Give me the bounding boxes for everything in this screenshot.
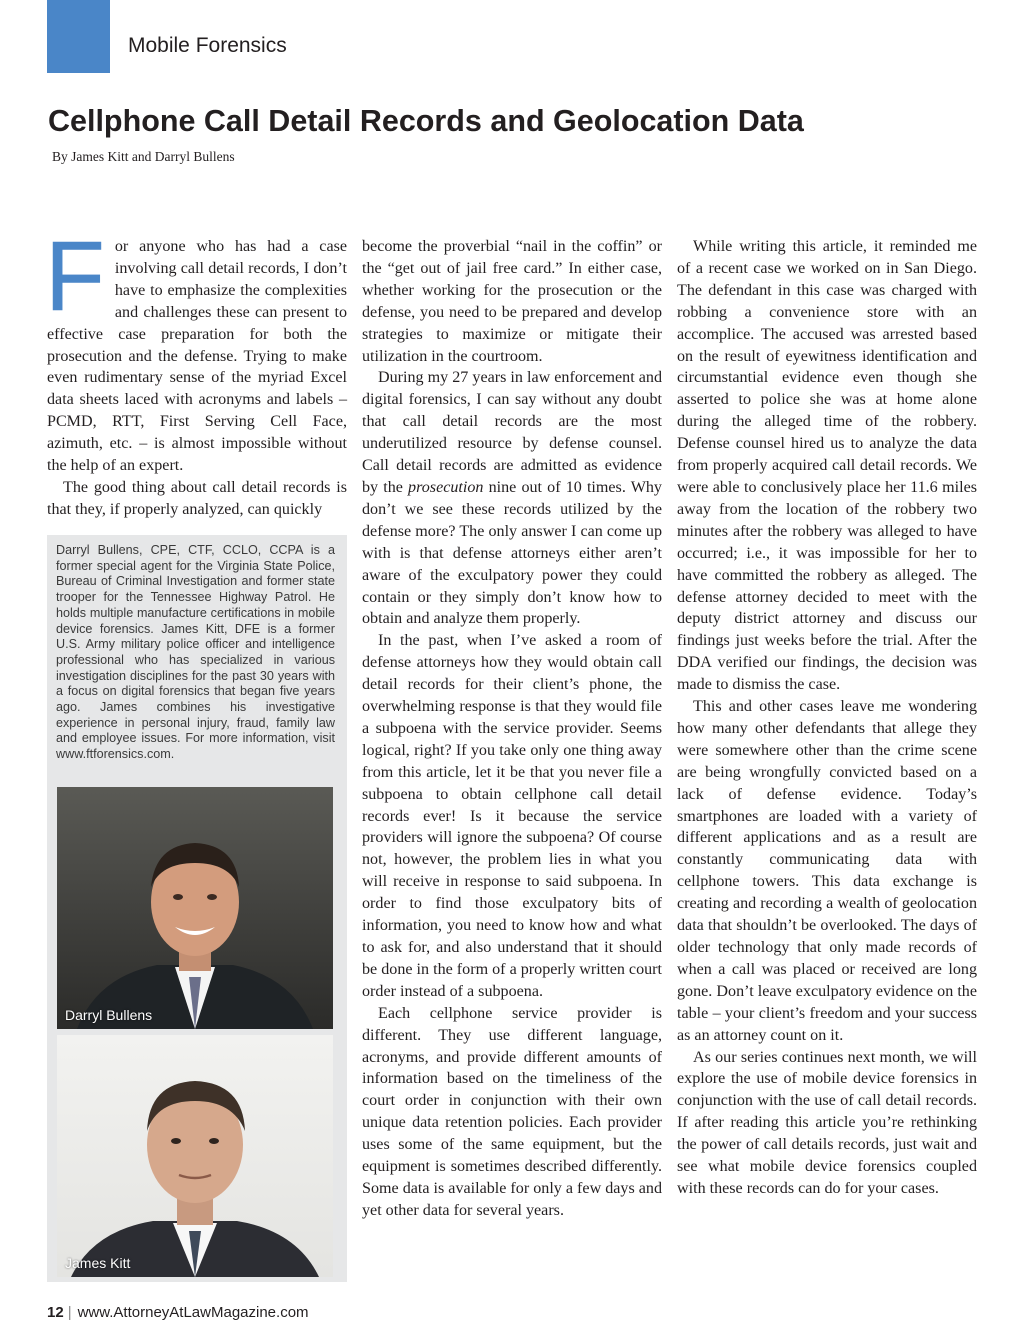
author-sidebar bbox=[47, 535, 347, 1282]
article-column-1 bbox=[45, 221, 347, 521]
article-column-3 bbox=[677, 236, 977, 1200]
paragraph-text: nine out of 10 times. Why don’t we see these records utilized by the defense more? The only answer I can come up with is that defense attorneys either aren’t aware of the exculpatory power they could contain or they simply don’t know how to obtain and analyze them properly. bbox=[362, 478, 662, 628]
photo-caption: James Kitt bbox=[65, 1255, 131, 1271]
author-photo-james-kitt bbox=[57, 1035, 333, 1277]
drop-cap: F bbox=[45, 221, 105, 331]
emphasis-text: prosecution bbox=[408, 478, 484, 496]
author-bio: Darryl Bullens, CPE, CTF, CCLO, CCPA is a former special agent for the Virginia State Police, Bureau of Criminal Investigation and former state trooper for the Tennessee Highway Patrol. He holds multiple manufacture certifications in mobile device forensics. James Kitt, DFE is a former U.S. Army military police officer and intelligence professional who has specialized in various investigation disciplines for the past 30 years with a focus on digital forensics that began five years ago. James combines his investigative experience in personal injury, fraud, family law and employee issues. For more information, visit www.ftforensics.com. bbox=[56, 543, 335, 762]
author-photo-darryl-bullens bbox=[57, 787, 333, 1029]
page-footer bbox=[47, 1304, 309, 1321]
paragraph: The good thing about call detail records is that they, if properly analyzed, can quickly bbox=[47, 478, 347, 518]
paragraph: This and other cases leave me wondering how many other defendants that allege they were somewhere other than the crime scene are being wrongfully convicted based on a lack of defense evidence. Today’s smartphones are loaded with a variety of different applications and as a result are constantly communicating data with cellphone towers. This data exchange is creating and recording a wealth of geolocation data that shouldn’t be overlooked. The days of older technology that only made records of when a call was placed or received are long gone. Don’t leave exculpatory evidence on the table – your client’s freedom and your success as an attorney count on it. bbox=[677, 698, 977, 1044]
paragraph-text: During my 27 years in law enforcement and digital forensics, I can say without any doubt that call detail records are the most underutilized resource by defense counsel. Call detail records are admitted as evidence by the bbox=[362, 369, 662, 496]
paragraph: In the past, when I’ve asked a room of defense attorneys how they would obtain call detail records for their client’s phone, the overwhelming response is that they would file a subpoena with the service provider. Seems logical, right? If you take only one thing away from this article, let it be that you never file a subpoena to obtain cellphone call detail records ever! Is it because the service providers will ignore the subpoena? Of course not, however, the problem lies in what you will receive in response to said subpoena. In order to find those exculpatory bits of information, you need to know how and what to ask for, and also understand that it should be done in the form of a properly written court order instead of a subpoena. bbox=[362, 632, 662, 1000]
page-number: 12 bbox=[47, 1304, 64, 1321]
paragraph bbox=[362, 367, 662, 630]
magazine-website: www.AttorneyAtLawMagazine.com bbox=[77, 1304, 309, 1321]
portrait-illustration bbox=[57, 787, 333, 1029]
paragraph: Each cellphone service provider is different. They use different language, acronyms, and provide different amounts of information based on the timeliness of the court order in conjunction with their own unique data retention policies. Each provider uses some of the same equipment, but the equipment is sometimes described differently. Some data is available for only a few days and yet other data for several years. bbox=[362, 1004, 662, 1219]
paragraph: As our series continues next month, we will explore the use of mobile device forensics in conjunction with the use of call detail records. If after reading this article you’re rethinking the power of call details records, just wait and see what mobile device forensics coupled with these records can do for your cases. bbox=[677, 1048, 977, 1197]
footer-separator: | bbox=[67, 1304, 72, 1321]
paragraph: become the proverbial “nail in the coffin” or the “get out of jail free card.” In either case, whether working for the prosecution or the defense, you need to be prepared and develop strategies to maximize or mitigate their utilization in the courtroom. bbox=[362, 238, 662, 365]
paragraph: While writing this article, it reminded me of a recent case we worked on in San Diego. The defendant in this case was charged with robbing a convenience store with an accomplice. The accused was arrested based on the result of eyewitness identification and circumstantial evidence even though she asserted to police she was at home alone during the alleged time of the robbery. Defense counsel hired us to analyze the data from properly acquired call detail records. We were able to conclusively place her 11.6 miles away from the location of the robbery two minutes after the robbery was alleged to have occurred; i.e., it was impossible for her to have committed the robbery as alleged. The defense attorney decided to meet with the deputy district attorney and discuss our findings just weeks before the trial. After the DDA verified our findings, the decision was made to dismiss the case. bbox=[677, 238, 977, 694]
article-title: Cellphone Call Detail Records and Geolocation Data bbox=[48, 104, 804, 138]
section-label: Mobile Forensics bbox=[128, 34, 287, 57]
paragraph bbox=[45, 221, 347, 477]
photo-caption: Darryl Bullens bbox=[65, 1007, 153, 1023]
article-column-2 bbox=[362, 236, 662, 1222]
portrait-illustration bbox=[57, 1035, 333, 1277]
paragraph-text: or anyone who has had a case involving call detail records, I don’t have to emphasize the complexities and challenges these can present to effective case preparation for both the prosecution and the defense. Trying to make even rudimentary sense of the myriad Excel data sheets laced with acronyms and labels – PCMD, RTT, First Serving Cell Face, azimuth, etc. – is almost impossible without the help of an expert. bbox=[47, 238, 347, 475]
byline: By James Kitt and Darryl Bullens bbox=[52, 149, 235, 164]
section-color-tab bbox=[47, 0, 110, 73]
